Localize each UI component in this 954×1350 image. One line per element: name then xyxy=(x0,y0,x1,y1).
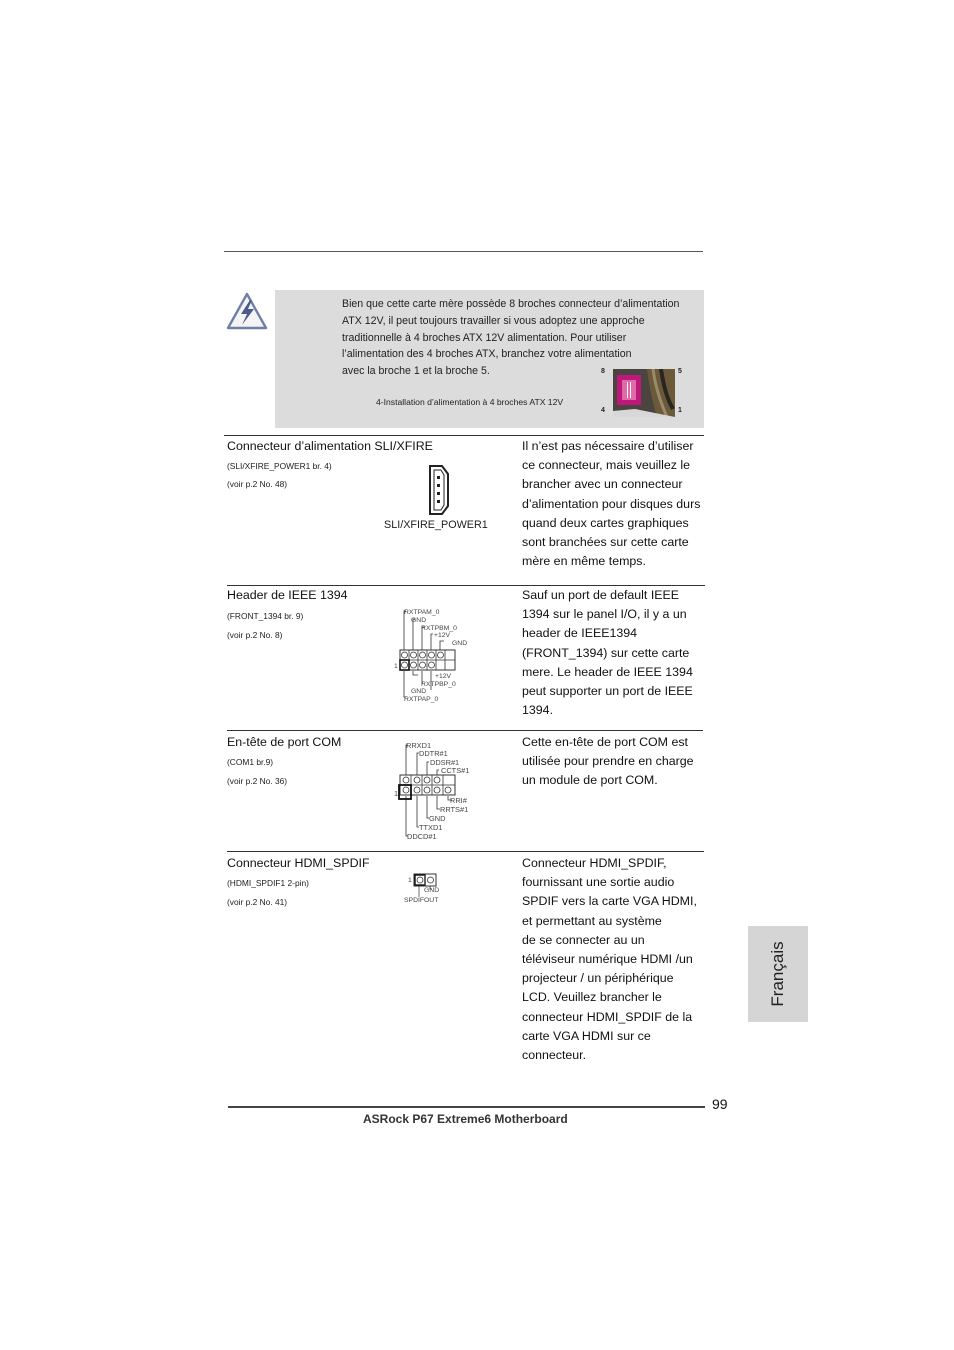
pin-label-8: 8 xyxy=(601,368,605,375)
section-title: Connecteur HDMI_SPDIF xyxy=(227,856,370,870)
footer-title: ASRock P67 Extreme6 Motherboard xyxy=(363,1112,568,1126)
language-tab-label: Français xyxy=(768,941,787,1007)
pin-label: RXTPAP_0 xyxy=(404,696,439,703)
pin-label: GND xyxy=(411,617,427,624)
note-line: avec la broche 1 et la broche 5. xyxy=(342,365,490,378)
section-title: Header de IEEE 1394 xyxy=(227,588,348,602)
desc-line: (FRONT_1394) sur cette carte xyxy=(522,645,690,660)
note-line: ATX 12V, il peut toujours travailler si vous adoptez une approche xyxy=(342,314,645,327)
desc-line: d’alimentation pour disques durs xyxy=(522,496,701,511)
desc-line: carte VGA HDMI sur ce xyxy=(522,1028,651,1043)
pin-label: +12V xyxy=(434,632,451,639)
section-subtitle: (HDMI_SPDIF1 2-pin) xyxy=(227,878,309,888)
desc-line: Sauf un port de default IEEE xyxy=(522,588,680,602)
desc-line: et permettant au système xyxy=(522,913,662,928)
header-rule xyxy=(224,251,703,252)
desc-line: téléviseur numérique HDMI /un xyxy=(522,952,693,967)
pin-label: GND xyxy=(411,688,427,695)
section-rule xyxy=(224,435,704,436)
language-side-tab xyxy=(748,926,808,1022)
desc-line: LCD. Veuillez brancher le xyxy=(522,990,662,1005)
pin-label: RRXD1 xyxy=(406,741,432,750)
desc-line: SPDIF vers la carte VGA HDMI, xyxy=(522,894,697,909)
hdmi-spdif-header-pin-diagram xyxy=(402,869,452,912)
atx-power-connector-image xyxy=(613,369,675,417)
desc-line: utilisée pour prendre en charge xyxy=(522,754,694,769)
section-subtitle: (SLI/XFIRE_POWER1 br. 4) xyxy=(227,461,332,471)
pin-label: +12V xyxy=(435,673,452,680)
pin-label: DDCD#1 xyxy=(407,832,437,841)
pin-label: RRTS#1 xyxy=(440,805,469,814)
desc-line: Il n’est pas nécessaire d’utiliser xyxy=(522,439,694,453)
pin-label: DDTR#1 xyxy=(419,749,448,758)
pin-label-1: 1 xyxy=(678,407,682,414)
com-port-header-pin-diagram xyxy=(392,739,482,848)
desc-line: mère en même temps. xyxy=(522,554,646,569)
pin-label: CCTS#1 xyxy=(441,766,470,775)
pin-label: RXTPBM_0 xyxy=(421,625,457,632)
desc-line: Cette en-tête de port COM est xyxy=(522,735,688,749)
section-subtitle: (FRONT_1394 br. 9) xyxy=(227,611,304,621)
pin-label: 1 xyxy=(394,663,398,670)
desc-line: Connecteur HDMI_SPDIF, xyxy=(522,856,667,870)
pin-label: 1 xyxy=(394,789,399,798)
note-caption: 4-Installation d’alimentation à 4 broches ATX 12V xyxy=(376,397,564,407)
desc-line: 1394 sur le panel I/O, il y a un xyxy=(522,607,687,622)
desc-line: un module de port COM. xyxy=(522,773,658,788)
desc-line: 1394. xyxy=(522,703,554,718)
note-line: Bien que cette carte mère possède 8 broches connecteur d’alimentation xyxy=(342,298,680,310)
pin-label: RRI# xyxy=(450,796,467,805)
section-rule xyxy=(227,730,703,731)
ieee1394-header-pin-diagram xyxy=(392,605,472,710)
section-reference: (voir p.2 No. 41) xyxy=(227,897,288,907)
pin-label: RXTPBP_0 xyxy=(421,681,456,688)
section-reference: (voir p.2 No. 36) xyxy=(227,776,288,786)
desc-line: fournissant une sortie audio xyxy=(522,875,675,890)
pin-label-5: 5 xyxy=(678,368,682,375)
desc-line: de se connecter au un xyxy=(522,932,645,947)
section-description xyxy=(522,437,712,571)
footer-rule xyxy=(228,1106,705,1108)
desc-line: connecteur. xyxy=(522,1048,587,1063)
section-reference: (voir p.2 No. 48) xyxy=(227,479,288,489)
pin-label: RXTPAM_0 xyxy=(404,609,440,616)
desc-line: brancher avec un connecteur xyxy=(522,477,683,492)
desc-line: peut supporter un port de IEEE xyxy=(522,684,693,699)
pin-label: GND xyxy=(452,640,468,647)
pin-label: DDSR#1 xyxy=(430,758,460,767)
diagram-label: SLI/XFIRE_POWER1 xyxy=(384,519,488,531)
desc-line: mere. Le header de IEEE 1394 xyxy=(522,664,693,679)
section-rule xyxy=(227,851,704,852)
section-description xyxy=(522,854,712,1065)
section-title: Connecteur d’alimentation SLI/XFIRE xyxy=(227,439,433,453)
warning-icon xyxy=(226,292,268,330)
desc-line: sont branchées sur cette carte xyxy=(522,535,689,550)
desc-line: header de IEEE1394 xyxy=(522,626,638,641)
desc-line: connecteur HDMI_SPDIF de la xyxy=(522,1009,693,1024)
section-description xyxy=(522,586,712,720)
section-subtitle: (COM1 br.9) xyxy=(227,757,274,767)
pin-label: GND xyxy=(424,887,440,894)
pin-label-4: 4 xyxy=(601,407,605,414)
note-text xyxy=(342,296,706,380)
section-reference: (voir p.2 No. 8) xyxy=(227,630,283,640)
pin-label: SPDIFOUT xyxy=(404,897,439,904)
note-line: l’alimentation des 4 broches ATX, branchez votre alimentation xyxy=(342,348,632,361)
desc-line: quand deux cartes graphiques xyxy=(522,515,689,530)
page-number: 99 xyxy=(712,1096,728,1112)
desc-line: ce connecteur, mais veuillez le xyxy=(522,458,691,473)
note-line: traditionnelle à 4 broches ATX 12V alimentation. Pour utiliser xyxy=(342,331,627,344)
pin-label: GND xyxy=(429,814,446,823)
desc-line: projecteur / un périphérique xyxy=(522,971,674,986)
section-description xyxy=(522,733,712,791)
pin-label: 1 xyxy=(408,877,412,884)
section-title: En-tête de port COM xyxy=(227,735,342,749)
pin-label: TTXD1 xyxy=(419,823,443,832)
sli-xfire-power-connector-diagram xyxy=(428,464,450,516)
